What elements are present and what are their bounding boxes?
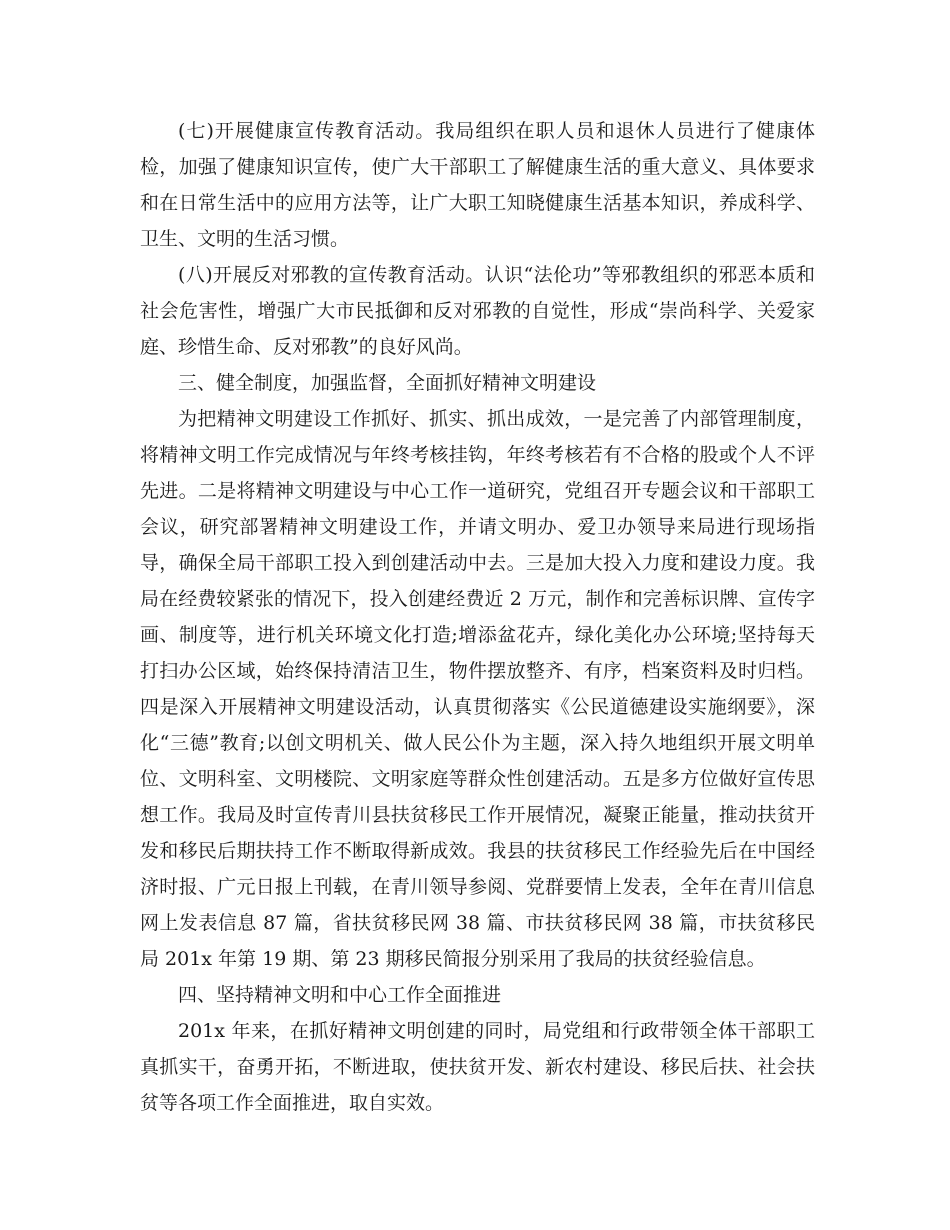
paragraph-anti-cult-education: (八)开展反对邪教的宣传教育活动。认识“法伦功”等邪教组织的邪恶本质和社会危害性，增强广大市民抵御和反对邪教的自觉性，形成“崇尚科学、关爱家庭、珍惜生命、反对邪教”的良好风尚。: [140, 264, 815, 358]
paragraph-health-education: (七)开展健康宣传教育活动。我局组织在职人员和退休人员进行了健康体检，加强了健康知识宣传，使广大干部职工了解健康生活的重大意义、具体要求和在日常生活中的应用方法等，让广大职工知晓健康生活基本知识，养成科学、卫生、文明的生活习惯。: [140, 120, 815, 250]
section-heading-3: 三、健全制度，加强监督，全面抓好精神文明建设: [178, 372, 597, 394]
document-body: [140, 113, 815, 1121]
paragraph-overall-progress: 201x 年来，在抓好精神文明创建的同时，局党组和行政带领全体干部职工真抓实干，奋勇开拓，不断进取，使扶贫开发、新农村建设、移民后扶、社会扶贫等各项工作全面推进，取自实效。: [140, 1020, 815, 1114]
section-heading-4: 四、坚持精神文明和中心工作全面推进: [178, 984, 502, 1006]
paragraph-system-building: 为把精神文明建设工作抓好、抓实、抓出成效，一是完善了内部管理制度，将精神文明工作完成情况与年终考核挂钩，年终考核若有不合格的股或个人不评先进。二是将精神文明建设与中心工作一道研究，党组召开专题会议和干部职工会议，研究部署精神文明建设工作，并请文明办、爱卫办领导来局进行现场指导，确保全局干部职工投入到创建活动中去。三是加大投入力度和建设力度。我局在经费较紧张的情况下，投入创建经费近 2 万元，制作和完善标识牌、宣传字画、制度等，进行机关环境文化打造;增添盆花卉，绿化美化办公环境;坚持每天打扫办公区域，始终保持清洁卫生，物件摆放整齐、有序，档案资料及时归档。四是深入开展精神文明建设活动，认真贯彻落实《公民道德建设实施纲要》，深化“三德”教育;以创文明机关、做人民公仆为主题，深入持久地组织开展文明单位、文明科室、文明楼院、文明家庭等群众性创建活动。五是多方位做好宣传思想工作。我局及时宣传青川县扶贫移民工作开展情况，凝聚正能量，推动扶贫开发和移民后期扶持工作不断取得新成效。我县的扶贫移民工作经验先后在中国经济时报、广元日报上刊载，在青川领导参阅、党群要情上发表，全年在青川信息网上发表信息 87 篇，省扶贫移民网 38 篇、市扶贫移民网 38 篇，市扶贫移民局 201x 年第 19 期、第 23 期移民简报分别采用了我局的扶贫经验信息。: [140, 408, 815, 970]
